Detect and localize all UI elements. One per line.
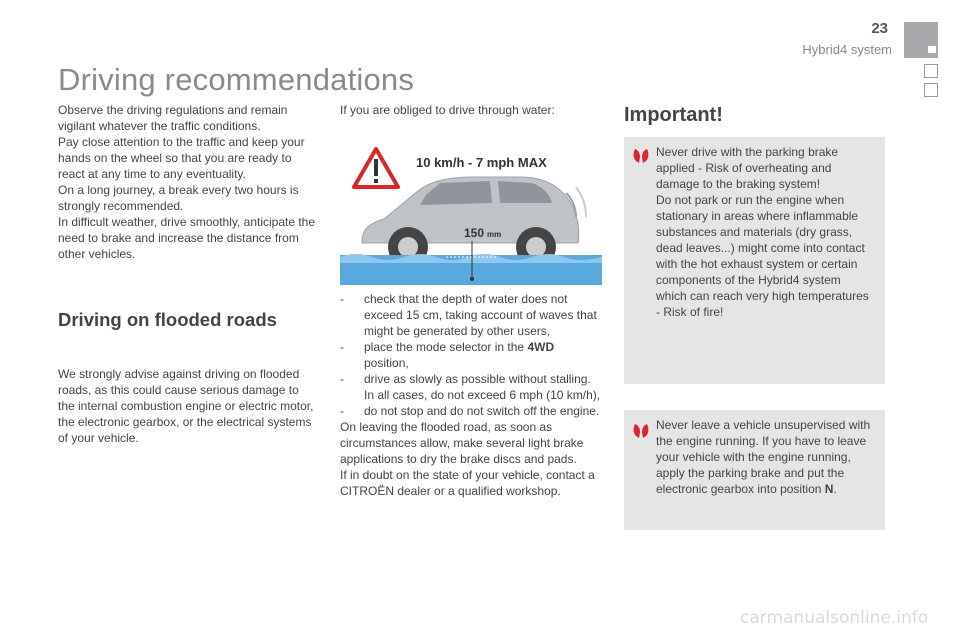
list-item-text: position, xyxy=(364,356,409,370)
bullet-dash: - xyxy=(340,404,344,418)
warning-paragraph: Never drive with the parking brake applied - Risk of overheating and damage to the braking system! xyxy=(656,145,839,191)
tab-square-icon xyxy=(928,46,936,53)
depth-unit-label: mm xyxy=(487,230,502,239)
warning-text xyxy=(656,144,871,320)
page-number: 23 xyxy=(871,20,888,37)
mode-4wd-label: 4WD xyxy=(527,340,555,354)
warning-box-unsupervised xyxy=(624,410,885,530)
after-flood-paragraph: On leaving the flooded road, as soon as circumstances allow, make several light brake applications to dry the brake discs and pads. xyxy=(340,420,584,466)
section-tab-3[interactable] xyxy=(924,83,938,97)
section-tab-active[interactable] xyxy=(904,22,938,58)
intro-paragraph: Observe the driving regulations and remain vigilant whatever the traffic conditions. xyxy=(58,103,288,133)
gear-position-label: N xyxy=(824,482,834,496)
flooded-roads-heading: Driving on flooded roads xyxy=(58,309,277,330)
flooded-roads-text xyxy=(58,366,316,446)
water-instructions-list xyxy=(340,291,602,499)
intro-paragraph: On a long journey, a break every two hours is strongly recommended. xyxy=(58,183,299,213)
list-item xyxy=(340,291,602,339)
list-item xyxy=(340,371,602,403)
water-intro: If you are obliged to drive through water: xyxy=(340,103,555,117)
list-item xyxy=(340,339,602,371)
flooded-roads-paragraph: We strongly advise against driving on flooded roads, as this could cause serious damage to the internal combustion engine or electric motor, the electronic gearbox, or the electrical systems of your vehicle. xyxy=(58,367,314,445)
warning-box-parking-brake xyxy=(624,137,885,384)
warning-hands-icon xyxy=(632,422,650,440)
list-item-text: place the mode selector in the xyxy=(364,340,528,354)
flood-driving-illustration xyxy=(340,143,602,285)
bullet-dash: - xyxy=(340,292,344,306)
after-flood-text xyxy=(340,419,602,499)
list-item-text: do not stop and do not switch off the engine. xyxy=(364,404,600,418)
list-item-text: check that the depth of water does not exceed 15 cm, taking account of waves that might be generated by other users, xyxy=(364,292,597,338)
page-title: Driving recommendations xyxy=(58,62,415,97)
watermark: carmanualsonline.info xyxy=(740,608,929,628)
warning-paragraph xyxy=(656,417,871,497)
intro-text xyxy=(58,102,316,262)
warning-hands-icon xyxy=(632,147,650,165)
list-item xyxy=(340,403,602,419)
warning-paragraph: Do not park or run the engine when stationary in areas where inflammable substances and materials (dry grass, dead leaves...) might come into contact with the hot exhaust system or certain components of the Hybrid4 system which can reach very high temperatures - Risk of fire! xyxy=(656,193,869,319)
car-icon xyxy=(362,177,586,267)
bullet-dash: - xyxy=(340,340,344,354)
intro-paragraph: Pay close attention to the traffic and keep your hands on the wheel so that you are ready to react at any time to any eventuality. xyxy=(58,135,305,181)
warning-text-span: Never leave a vehicle unsupervised with the engine running. If you have to leave your vehicle with the engine running, apply the parking brake and put the electronic gearbox into position xyxy=(656,418,871,496)
section-tab-2[interactable] xyxy=(924,64,938,78)
after-flood-paragraph: If in doubt on the state of your vehicle, contact a CITROËN dealer or a qualified workshop. xyxy=(340,468,595,498)
warning-text-end: . xyxy=(833,482,837,496)
depth-value-label: 150 xyxy=(464,226,485,240)
warning-triangle-icon xyxy=(354,149,398,187)
list-item-text: drive as slowly as possible without stalling. In all cases, do not exceed 6 mph (10 km/h), xyxy=(364,372,601,402)
section-name: Hybrid4 system xyxy=(802,42,892,57)
warning-text xyxy=(656,417,871,497)
bullet-dash: - xyxy=(340,372,344,386)
intro-paragraph: In difficult weather, drive smoothly, anticipate the need to brake and increase the distance from other vehicles. xyxy=(58,215,316,261)
speed-limit-label: 10 km/h - 7 mph MAX xyxy=(416,155,547,170)
important-heading: Important! xyxy=(624,104,723,126)
